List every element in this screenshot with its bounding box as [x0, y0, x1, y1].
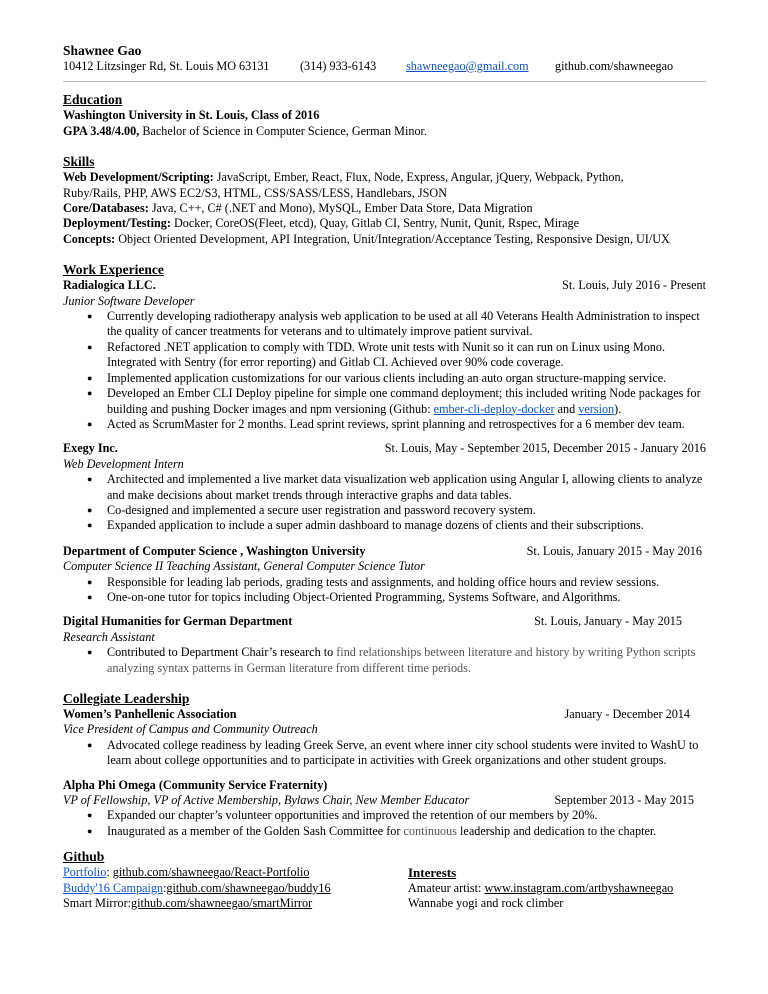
job-bullets: [63, 472, 706, 534]
portfolio-link[interactable]: Portfolio: [63, 865, 107, 880]
job-bullets: [63, 575, 706, 606]
header-divider: [63, 81, 706, 82]
ember-cli-deploy-docker-link[interactable]: ember-cli-deploy-docker: [433, 401, 555, 416]
skill-row: Core/Databases: Java, C++, C# (.NET and Mono), MySQL, Ember Data Store, Data Migration: [63, 201, 533, 216]
list-item: ● Inaugurated as a member of the Golden Sash Committee for continuous leadership and dedication to the chapter.: [107, 824, 706, 839]
instagram-url[interactable]: www.instagram.com/artbyshawneegao: [484, 880, 674, 895]
degree: Bachelor of Science in Computer Science, German Minor.: [139, 123, 427, 138]
job-location-date: St. Louis, May - September 2015, December 2015 - January 2016: [384, 441, 706, 456]
github-line: Portfolio: github.com/shawneegao/React-Portfolio: [63, 865, 310, 880]
job-role: Junior Software Developer: [63, 293, 195, 308]
group-date: January - December 2014: [564, 707, 690, 721]
github-profile: github.com/shawneegao: [555, 59, 674, 73]
group-role: Vice President of Campus and Community Outreach: [63, 722, 318, 737]
github-line: Smart Mirror:github.com/shawneegao/smartMirror: [63, 896, 313, 911]
list-item: ● Advocated college readiness by leading Greek Serve, an event where inner city school students were invited to WashU to learn about college opportunities and to participate in activities with Greek organizations and other student groups.: [107, 738, 706, 769]
version-link[interactable]: version: [578, 401, 615, 416]
list-item: ● Expanded our chapter’s volunteer opportunities and improved the retention of our members by 20%.: [107, 808, 706, 823]
list-item: ● Contributed to Department Chair’s research to find relationships between literature and history by writing Python scripts analyzing syntax patterns in German literature from different time periods.: [107, 645, 706, 676]
group-role: VP of Fellowship, VP of Active Membership, Bylaws Chair, New Member Educator: [63, 793, 470, 808]
job-bullets: [63, 645, 706, 676]
job-cs-department: [63, 544, 706, 606]
list-item: ● Responsible for leading lab periods, grading tests and assignments, and holding office hours and review sessions.: [107, 575, 706, 590]
group-org: Alpha Phi Omega (Community Service Fraternity): [63, 777, 328, 792]
leadership-alpha-phi-omega: [63, 778, 706, 840]
list-item: ● Acted as ScrumMaster for 2 months. Lead sprint reviews, sprint planning and retrospectives for a 6 member dev team.: [107, 417, 706, 432]
job-role: Web Development Intern: [63, 456, 184, 471]
email-link[interactable]: shawneegao@gmail.com: [406, 59, 529, 73]
job-exegy: [63, 441, 706, 533]
group-bullets: [63, 808, 706, 839]
job-org: Exegy Inc.: [63, 441, 118, 456]
address: 10412 Litzsinger Rd, St. Louis MO 63131: [63, 59, 270, 73]
interest-line: Amateur artist: www.instagram.com/artbyshawneegao: [408, 880, 674, 895]
list-item: ● Co-designed and implemented a secure user registration and password recovery system.: [107, 503, 706, 518]
buddy-campaign-link[interactable]: Buddy'16 Campaign: [63, 880, 164, 895]
leadership-panhellenic: [63, 707, 706, 769]
job-org: Digital Humanities for German Department: [63, 614, 293, 629]
list-item: ● Expanded application to include a super admin dashboard to manage dozens of clients and their subscriptions.: [107, 518, 706, 533]
degree-line: [63, 124, 706, 139]
skill-row: Web Development/Scripting: JavaScript, Ember, React, Flux, Node, Express, Angular, jQuery, Webpack, Python,: [63, 170, 624, 185]
phone: (314) 933-6143: [300, 59, 377, 73]
group-org: Women’s Panhellenic Association: [63, 707, 237, 721]
interests-section: [408, 865, 673, 911]
job-bullets: [63, 309, 706, 432]
interest-line: Wannabe yogi and rock climber: [408, 896, 564, 911]
group-date: September 2013 - May 2015: [554, 793, 694, 808]
github-heading: Github: [63, 849, 105, 865]
job-digital-humanities: [63, 614, 706, 676]
interests-heading: Interests: [408, 865, 457, 881]
skill-row: Deployment/Testing: Docker, CoreOS(Fleet, etcd), Quay, Gitlab CI, Sentry, Nunit, Qunit, Rspec, Mirage: [63, 216, 580, 231]
list-item: ● Developed an Ember CLI Deploy pipeline for simple one command deployment; this included writing Node packages for building and pushing Docker images and npm versioning (Github: ember-cli-deploy-docker and version).: [107, 386, 706, 417]
skill-row: Ruby/Rails, PHP, AWS EC2/S3, HTML, CSS/SASS/LESS, Handlebars, JSON: [63, 185, 448, 200]
contact-line: [63, 59, 706, 74]
resume-page: [63, 42, 706, 911]
job-radialogica: [63, 278, 706, 432]
portfolio-url[interactable]: github.com/shawneegao/React-Portfolio: [112, 865, 310, 880]
group-bullets: [63, 738, 706, 769]
school: Washington University in St. Louis, Class of 2016: [63, 108, 320, 123]
gpa: GPA 3.48/4.00,: [63, 123, 140, 138]
list-item: ● Implemented application customizations for our various clients including an auto organ structure-mapping service.: [107, 371, 706, 386]
job-org: Radialogica LLC.: [63, 278, 156, 293]
skill-row: Concepts: Object Oriented Development, API Integration, Unit/Integration/Acceptance Testing, Responsive Design, UI/UX: [63, 231, 670, 246]
list-item: ● One-on-one tutor for topics including Object-Oriented Programming, Systems Software, and Algorithms.: [107, 590, 706, 605]
smart-mirror-url[interactable]: github.com/shawneegao/smartMirror: [131, 896, 313, 911]
list-item: ● Architected and implemented a live market data visualization web application using Angular I, allowing clients to analyze and make decisions about market trends through interactive graphs and data tables.: [107, 472, 706, 503]
education-heading: Education: [63, 92, 123, 108]
github-line: Buddy'16 Campaign:github.com/shawneegao/buddy16: [63, 880, 331, 895]
leadership-heading: Collegiate Leadership: [63, 691, 190, 706]
job-location-date: St. Louis, January - May 2015: [534, 614, 682, 629]
job-role: Research Assistant: [63, 629, 155, 644]
job-location-date: St. Louis, July 2016 - Present: [562, 278, 706, 293]
candidate-name: Shawnee Gao: [63, 43, 142, 58]
bottom-section: [63, 848, 706, 911]
list-item: ● Refactored .NET application to comply with TDD. Wrote unit tests with Nunit so it can run on Linux using Mono. Integrated with Sentry (for error reporting) and Gitlab CI. Achieved over 90% code coverage.: [107, 340, 706, 371]
work-heading: Work Experience: [63, 262, 164, 278]
job-org: Department of Computer Science , Washington University: [63, 543, 366, 558]
skills-heading: Skills: [63, 154, 95, 170]
skills-list: [63, 170, 706, 247]
job-location-date: St. Louis, January 2015 - May 2016: [526, 543, 702, 558]
list-item: ● Currently developing radiotherapy analysis web application to be used at all 40 Veterans Health Administration to inspect the quality of cancer treatments for veterans and to ultimately improve patient survival.: [107, 309, 706, 340]
buddy-url[interactable]: github.com/shawneegao/buddy16: [166, 880, 331, 895]
github-section: [63, 848, 408, 911]
job-role: Computer Science II Teaching Assistant, General Computer Science Tutor: [63, 559, 425, 574]
